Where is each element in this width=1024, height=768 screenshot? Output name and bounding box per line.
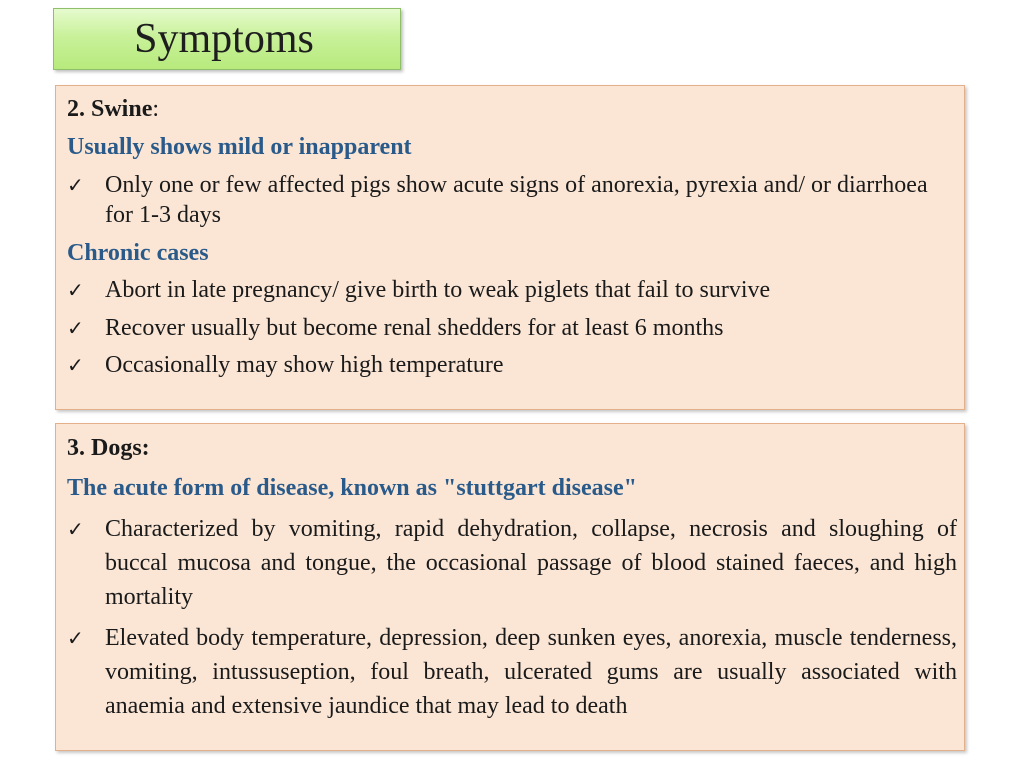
swine-heading-label: Swine xyxy=(91,96,153,122)
check-mark-icon: ✓ xyxy=(67,278,84,302)
slide-title: Symptoms xyxy=(134,16,314,62)
slide-title-box xyxy=(53,8,401,70)
swine-bullet-text: Occasionally may show high temperature xyxy=(105,352,504,378)
check-mark-icon: ✓ xyxy=(67,517,84,541)
dogs-panel xyxy=(55,423,965,751)
swine-heading-number: 2. xyxy=(67,96,85,122)
dogs-heading: 3. Dogs: xyxy=(67,435,150,461)
check-mark-icon: ✓ xyxy=(67,316,84,340)
swine-subheading-chronic: Chronic cases xyxy=(67,240,209,266)
swine-bullet-text: Only one or few affected pigs show acute signs of anorexia, pyrexia and/ or diarrhoea for 1-3 days xyxy=(105,172,928,228)
swine-panel xyxy=(55,85,965,410)
check-mark-icon: ✓ xyxy=(67,173,84,197)
swine-bullet-text: Recover usually but become renal shedders for at least 6 months xyxy=(105,315,724,341)
dogs-subheading-stuttgart: The acute form of disease, known as "stuttgart disease" xyxy=(67,475,637,501)
swine-bullet-acute-signs xyxy=(67,170,957,230)
dogs-bullet-text: Elevated body temperature, depression, deep sunken eyes, anorexia, muscle tenderness, vomiting, intussuseption, foul breath, ulcerated gums are usually associated with anaemia and extensive jaundice that may lead to death xyxy=(105,625,957,719)
swine-bullet-abort xyxy=(67,275,957,305)
swine-heading xyxy=(67,94,159,124)
swine-bullet-temperature xyxy=(67,350,957,380)
swine-bullet-text: Abort in late pregnancy/ give birth to weak piglets that fail to survive xyxy=(105,277,771,303)
dogs-bullet-elevated-temperature xyxy=(67,621,957,723)
check-mark-icon: ✓ xyxy=(67,626,84,650)
swine-subheading-mild: Usually shows mild or inapparent xyxy=(67,134,412,160)
swine-bullet-renal-shedders xyxy=(67,313,957,343)
check-mark-icon: ✓ xyxy=(67,353,84,377)
dogs-bullet-text: Characterized by vomiting, rapid dehydration, collapse, necrosis and sloughing of buccal mucosa and tongue, the occasional passage of blood stained faeces, and high mortality xyxy=(105,516,957,610)
swine-heading-colon: : xyxy=(152,96,160,122)
dogs-bullet-characterized xyxy=(67,512,957,614)
